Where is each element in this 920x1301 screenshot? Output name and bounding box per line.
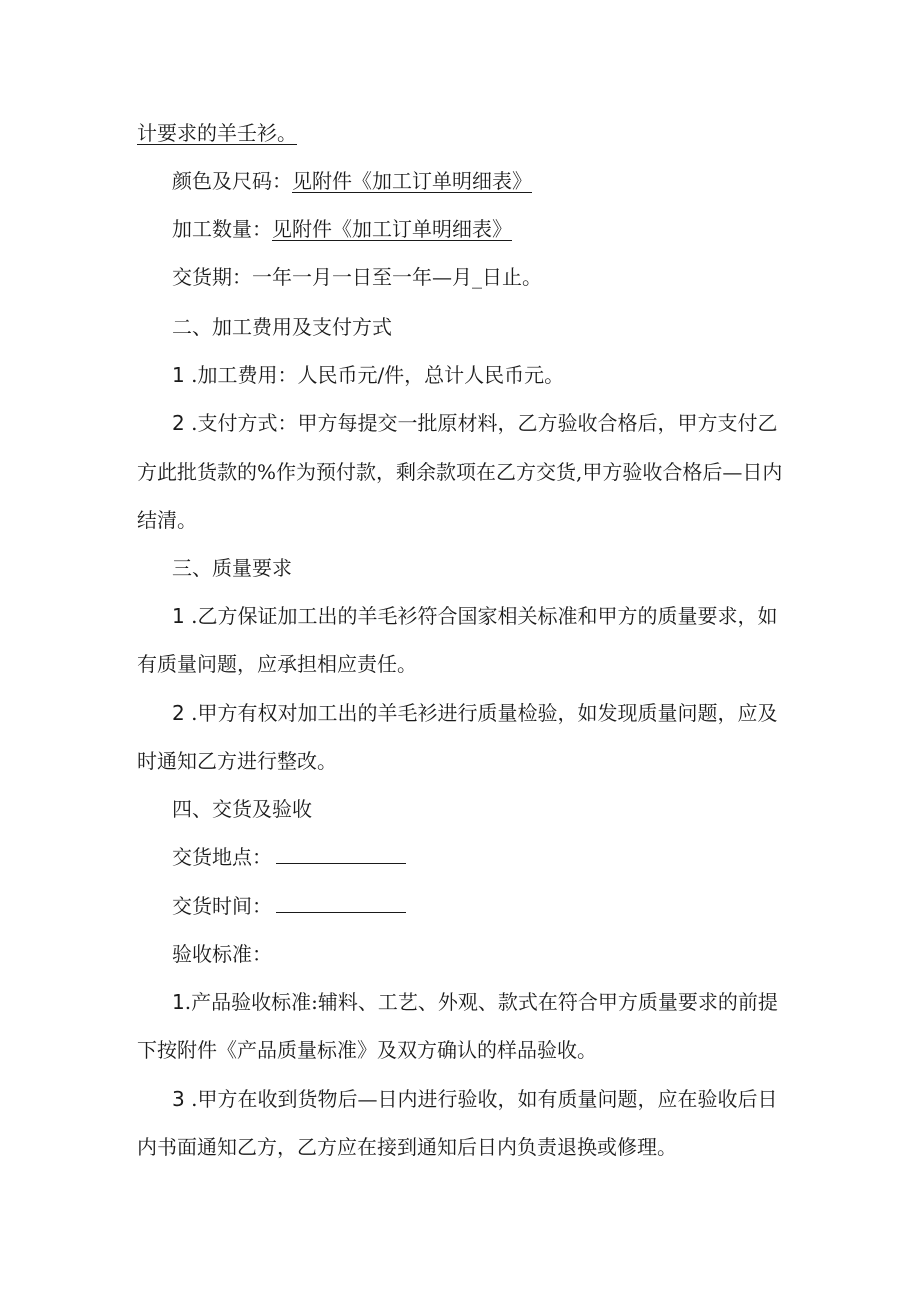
paragraph-line: 有质量问题，应承担相应责任。 xyxy=(137,652,417,676)
clause-number: 2 xyxy=(172,411,185,435)
blank-field xyxy=(276,845,406,864)
attachment-reference: 见附件《加工订单明细表》 xyxy=(292,169,532,193)
clause-text: .产品验收标准:辅料、工艺、外观、款式在符合甲方质量要求的前提 xyxy=(184,990,778,1014)
clause-text: .甲方在收到货物后—日内进行验收，如有质量问题，应在验收后日 xyxy=(184,1087,778,1111)
delivery-period-line: 交货期：一年一月一日至一年—月_日止。 xyxy=(172,265,542,289)
delivery-time-line xyxy=(172,893,406,919)
clause-number: 1 xyxy=(172,604,185,628)
clause-text: .乙方保证加工出的羊毛衫符合国家相关标准和甲方的质量要求，如 xyxy=(184,604,778,628)
section-heading: 二、加工费用及支付方式 xyxy=(172,315,392,339)
quantity-line xyxy=(172,216,512,242)
delivery-place-line xyxy=(172,844,406,870)
paragraph-line: 内书面通知乙方，乙方应在接到通知后日内负责退换或修理。 xyxy=(137,1135,677,1159)
attachment-reference: 见附件《加工订单明细表》 xyxy=(272,217,512,241)
paragraph-line: 时通知乙方进行整改。 xyxy=(137,749,337,773)
paragraph-line: 结清。 xyxy=(137,508,197,532)
clause-line xyxy=(172,362,564,388)
field-label: 颜色及尺码： xyxy=(172,169,292,193)
acceptance-label: 验收标准： xyxy=(172,942,272,966)
color-size-line xyxy=(172,168,532,194)
clause-line xyxy=(172,989,778,1015)
clause-number: 1 xyxy=(172,990,185,1014)
clause-line xyxy=(172,1086,777,1112)
blank-field xyxy=(276,894,406,913)
section-heading: 四、交货及验收 xyxy=(172,797,312,821)
clause-line xyxy=(172,410,777,436)
clause-line xyxy=(172,700,777,726)
clause-text: .支付方式：甲方每提交一批原材料，乙方验收合格后，甲方支付乙 xyxy=(184,411,778,435)
clause-number: 3 xyxy=(172,1087,185,1111)
paragraph-line: 方此批货款的%作为预付款，剩余款项在乙方交货,甲方验收合格后—日内 xyxy=(137,460,783,484)
paragraph-line: 下按附件《产品质量标准》及双方确认的样品验收。 xyxy=(137,1038,597,1062)
field-label: 交货地点： xyxy=(172,845,272,869)
clause-text: .甲方有权对加工出的羊毛衫进行质量检验，如发现质量问题，应及 xyxy=(184,701,778,725)
clause-number: 2 xyxy=(172,701,185,725)
clause-text: .加工费用：人民币元/件，总计人民币元。 xyxy=(184,363,565,387)
clause-line xyxy=(172,603,777,629)
field-label: 加工数量： xyxy=(172,217,272,241)
paragraph-line: 计要求的羊壬衫。 xyxy=(137,121,297,145)
clause-number: 1 xyxy=(172,363,185,387)
field-label: 交货时间： xyxy=(172,894,272,918)
section-heading: 三、质量要求 xyxy=(172,556,292,580)
